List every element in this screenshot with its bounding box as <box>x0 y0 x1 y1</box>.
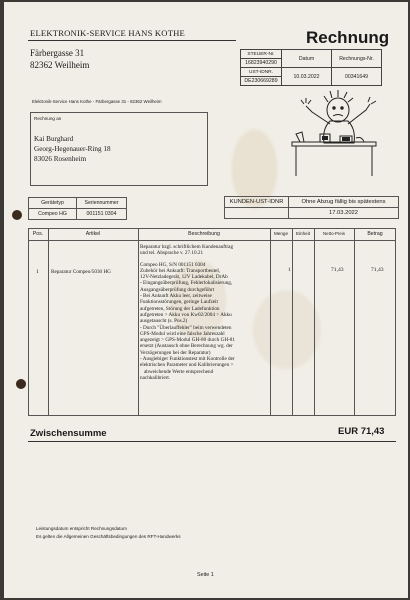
col-unit-header: Einheit <box>295 231 311 236</box>
description-line: - Durch "Überlauffehler" beim verwendeten <box>140 324 232 331</box>
due-date-value: 17.03.2022 <box>289 208 399 219</box>
row-amount: 71,43 <box>371 267 384 273</box>
invoice-page <box>4 2 408 598</box>
description-line: elektrischen Parameter und Kalibrierungen > <box>140 362 234 369</box>
recipient-street: Georg-Hegenauer-Ring 18 <box>34 145 111 153</box>
column-divider <box>354 228 355 416</box>
device-type-value: Compeo HG <box>29 209 77 220</box>
description-line: Verzögerungen bei der Reparatur) <box>140 349 211 356</box>
description-line: - Eingangsüberprüfung, Fehlerlokalisierung, <box>140 280 233 287</box>
recipient-name: Kai Burghard <box>34 135 74 143</box>
column-divider <box>48 228 49 416</box>
description-line: 12V-Netzladegerät, 12V Ladekabel, DrAb <box>140 274 228 281</box>
sender-return-line: Elektronik-Service Hans Kothe - Färbergasse 31 - 82362 Weilheim <box>32 99 162 104</box>
date-label: Datum <box>282 50 332 68</box>
description-line: Compeo HG, S/N 001151 0304 <box>140 261 206 268</box>
column-divider <box>314 228 315 416</box>
invoice-number-value: 00341649 <box>332 68 382 86</box>
description-line: ausgetauscht (s. Pos.2) <box>140 318 188 325</box>
column-divider <box>292 228 293 416</box>
steuer-value: 16823940290 <box>241 59 282 68</box>
column-divider <box>138 228 139 416</box>
subtotal-label: Zwischensumme <box>30 428 107 439</box>
description-line: ersetzt (Austausch ohne Berechnung wg. der <box>140 343 233 350</box>
recipient-heading: Rechnung an <box>34 116 62 121</box>
serial-label: Seriennummer <box>77 198 127 209</box>
description-line: aufgetreten, Störung der Ladefunktion <box>140 305 220 312</box>
repairman-cartoon <box>272 90 378 178</box>
punch-hole <box>12 210 22 220</box>
description-line: nachkalibriert. <box>140 374 171 381</box>
col-net-price-header: Netto-Preis <box>323 231 345 236</box>
row-position: 1 <box>36 269 39 275</box>
company-name: ELEKTRONIK-SERVICE HANS KOTHE <box>30 28 186 38</box>
row-quantity: 1 <box>288 267 291 273</box>
row-description <box>140 244 268 381</box>
row-article: Reparatur Compeo/5030 HG <box>51 269 111 275</box>
invoice-meta-table <box>240 49 382 86</box>
description-line: - Ausgiebiger Funktionstest mit Kontrolle der <box>140 356 235 363</box>
subtotal-value: EUR 71,43 <box>338 426 385 437</box>
description-line: abweichende Werte entsprechend <box>144 368 214 375</box>
steuer-label: STEUER-Nr. <box>241 50 282 59</box>
description-line: Reparatur bzgl. schriftlichem Kundenauftrag <box>140 244 234 250</box>
recipient-city: 83026 Rosenheim <box>34 155 87 163</box>
due-table <box>224 196 399 219</box>
footer-service-date: Leistungsdatum entspricht Rechnungsdatum <box>36 526 127 531</box>
col-description-header: Beschreibung <box>188 231 220 237</box>
document-title: Rechnung <box>306 28 390 47</box>
col-quantity-header: Menge <box>273 231 289 236</box>
company-street: Färbergasse 31 <box>30 48 85 58</box>
header-divider <box>28 40 236 41</box>
invoice-number-label: Rechnungs-Nr. <box>332 50 382 68</box>
customer-vat-value <box>225 208 289 219</box>
punch-hole <box>16 379 26 389</box>
customer-vat-label: KUNDEN-UST-IDNR <box>225 197 289 208</box>
col-pos-header: Pos. <box>32 231 44 237</box>
page-number: Seite 1 <box>197 572 214 578</box>
serial-value: 001151 0304 <box>77 209 127 220</box>
device-type-label: Gerätetyp <box>29 198 77 209</box>
description-line: angezeigt > GPS-Modul GH-80 durch GH-81 <box>140 337 235 344</box>
description-line: Zubehör bei Ankunft: Transportbeutel, <box>140 267 221 274</box>
col-article-header: Artikel <box>85 231 101 237</box>
device-table <box>28 197 127 220</box>
description-line: und tel. Absprache v. 27.10.21 <box>140 250 204 257</box>
column-divider <box>270 228 271 416</box>
due-date-label: Ohne Abzug fällig bis spätestens <box>289 197 399 208</box>
description-line: GPS-Modul wird eine falsche Jahreszahl <box>140 330 225 337</box>
row-net-price: 71,43 <box>331 267 344 273</box>
description-line: - Bei Ankunft Akku leer, zeitweise <box>140 293 212 300</box>
description-line: Funktionsstörungen, geringe Laufzeit <box>140 299 218 306</box>
company-city: 82362 Weilheim <box>30 60 90 70</box>
col-amount-header: Betrag <box>367 231 383 237</box>
ust-label: UST-IDNR. <box>241 68 282 77</box>
description-line: Ausgangsüberprüfung durchgeführt <box>140 286 215 293</box>
description-line: aufgetreten > Akku von Kw02/2004 > Akku <box>140 311 232 318</box>
date-value: 10.03.2022 <box>282 68 332 86</box>
subtotal-divider <box>28 441 396 442</box>
ust-value: DE230669289 <box>241 77 282 86</box>
footer-terms: Es gelten die Allgemeinen Geschäftsbedingungen des RFT-Handwerks <box>36 534 181 539</box>
